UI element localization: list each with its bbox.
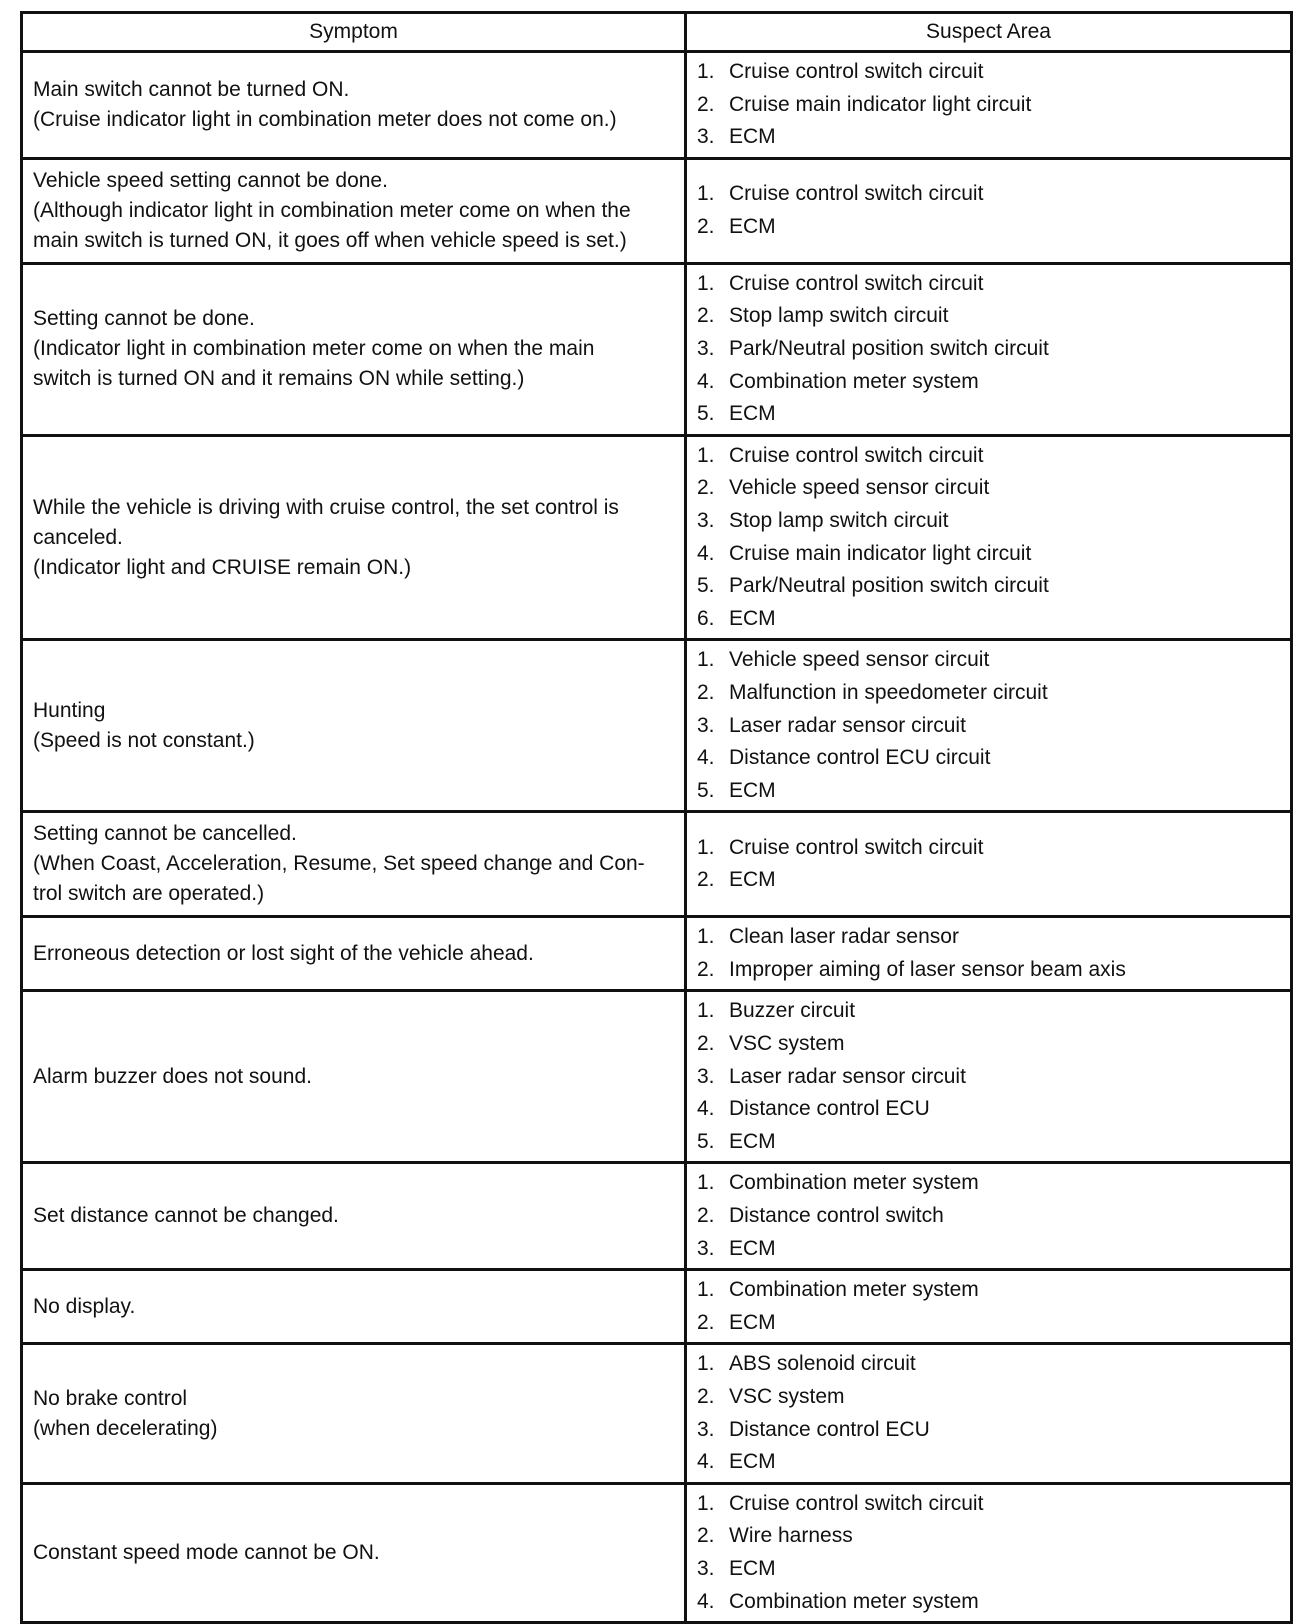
suspect-text: Laser radar sensor circuit: [729, 713, 966, 737]
list-item: [697, 832, 1280, 865]
list-number: 3.: [697, 1417, 715, 1441]
list-item: [697, 538, 1280, 571]
list-number: 4.: [697, 1450, 715, 1474]
list-number: 2.: [697, 92, 715, 116]
suspect-text: Vehicle speed sensor circuit: [729, 476, 990, 500]
list-item: [697, 268, 1280, 301]
list-item: [697, 603, 1280, 636]
symptom-cell: [22, 1483, 686, 1622]
symptom-text: Constant speed mode cannot be ON.: [33, 1540, 380, 1564]
suspect-text: Distance control ECU circuit: [729, 746, 991, 770]
suspect-area-cell: [686, 263, 1292, 435]
symptom-text: switch is turned ON and it remains ON while setting.): [33, 367, 525, 391]
list-item: [697, 1381, 1280, 1414]
suspect-text: Distance control ECU: [729, 1417, 930, 1441]
list-item: [697, 1167, 1280, 1200]
suspect-list: [697, 178, 1280, 243]
suspect-area-cell: [686, 640, 1292, 812]
list-number: 6.: [697, 606, 715, 630]
symptom-cell: [22, 917, 686, 991]
list-number: 3.: [697, 713, 715, 737]
list-number: 1.: [697, 1491, 715, 1515]
symptom-text: Hunting: [33, 698, 106, 722]
list-item: [697, 1553, 1280, 1586]
suspect-text: Park/Neutral position switch circuit: [729, 336, 1049, 360]
list-number: 2.: [697, 1310, 715, 1334]
list-item: [697, 1520, 1280, 1553]
suspect-text: Buzzer circuit: [729, 999, 856, 1023]
list-number: 2.: [697, 1385, 715, 1408]
suspect-area-cell: [686, 917, 1292, 991]
suspect-list: [697, 995, 1280, 1158]
symptom-cell: [22, 1344, 686, 1483]
symptom-text: (When Coast, Acceleration, Resume, Set speed change and Con-: [33, 852, 645, 876]
list-number: 1.: [697, 443, 715, 467]
symptom-text: Erroneous detection or lost sight of the vehicle ahead.: [33, 941, 534, 965]
list-number: 2.: [697, 868, 715, 892]
list-number: 2.: [697, 476, 715, 500]
suspect-text: Combination meter system: [729, 1171, 979, 1195]
list-number: 1.: [697, 60, 715, 83]
list-number: 1.: [697, 1171, 715, 1195]
suspect-area-header: Suspect Area: [686, 13, 1292, 52]
list-item: [697, 89, 1280, 122]
list-item: [697, 1488, 1280, 1521]
symptom-text: No display.: [33, 1294, 136, 1318]
list-number: 3.: [697, 336, 715, 360]
suspect-text: Improper aiming of laser sensor beam axis: [729, 957, 1126, 981]
list-number: 1.: [697, 271, 715, 295]
suspect-text: ABS solenoid circuit: [729, 1352, 916, 1376]
suspect-list: [697, 832, 1280, 897]
table-row: [22, 263, 1292, 435]
troubleshooting-table: [20, 11, 1293, 1624]
symptom-text: (Although indicator light in combination meter come on when the: [33, 198, 631, 222]
table-row: [22, 1344, 1292, 1483]
suspect-text: ECM: [729, 1450, 776, 1474]
suspect-text: VSC system: [729, 1385, 845, 1408]
list-item: [697, 366, 1280, 399]
list-number: 5.: [697, 778, 715, 802]
list-number: 2.: [697, 1524, 715, 1548]
symptom-cell: [22, 158, 686, 263]
list-item: [697, 995, 1280, 1028]
list-number: 5.: [697, 402, 715, 426]
suspect-text: Cruise control switch circuit: [729, 443, 984, 467]
list-number: 3.: [697, 125, 715, 149]
list-item: [697, 570, 1280, 603]
table-row: [22, 640, 1292, 812]
list-number: 1.: [697, 1278, 715, 1302]
list-number: 4.: [697, 541, 715, 565]
list-item: [697, 440, 1280, 473]
list-item: [697, 505, 1280, 538]
symptom-text: (when decelerating): [33, 1416, 218, 1440]
suspect-text: Cruise control switch circuit: [729, 835, 984, 859]
suspect-text: ECM: [729, 868, 776, 892]
suspect-area-cell: [686, 991, 1292, 1163]
suspect-text: Cruise control switch circuit: [729, 60, 984, 83]
list-number: 4.: [697, 1097, 715, 1121]
list-number: 1.: [697, 182, 715, 206]
suspect-text: Combination meter system: [729, 1278, 979, 1302]
symptom-cell: [22, 1163, 686, 1270]
suspect-list: [697, 56, 1280, 154]
suspect-list: [697, 1274, 1280, 1339]
suspect-text: ECM: [729, 1236, 776, 1260]
list-item: [697, 1446, 1280, 1479]
suspect-text: Combination meter system: [729, 1589, 979, 1613]
symptom-text: (Indicator light in combination meter come on when the main: [33, 337, 595, 361]
symptom-cell: [22, 435, 686, 640]
suspect-text: Laser radar sensor circuit: [729, 1064, 966, 1088]
list-item: [697, 1200, 1280, 1233]
list-number: 4.: [697, 369, 715, 393]
list-number: 2.: [697, 1204, 715, 1228]
list-item: [697, 333, 1280, 366]
list-number: 5.: [697, 574, 715, 598]
suspect-text: ECM: [729, 402, 776, 426]
suspect-text: Cruise main indicator light circuit: [729, 541, 1032, 565]
suspect-list: [697, 1488, 1280, 1618]
table-body: [22, 52, 1292, 1623]
suspect-area-cell: [686, 1163, 1292, 1270]
list-item: [697, 954, 1280, 987]
list-item: [697, 1028, 1280, 1061]
symptom-text: While the vehicle is driving with cruise control, the set control is: [33, 495, 619, 519]
suspect-text: Vehicle speed sensor circuit: [729, 648, 990, 672]
table-row: [22, 158, 1292, 263]
suspect-text: Stop lamp switch circuit: [729, 304, 949, 328]
list-item: [697, 921, 1280, 954]
suspect-text: Malfunction in speedometer circuit: [729, 680, 1048, 704]
list-item: [697, 1233, 1280, 1266]
symptom-text: canceled.: [33, 525, 123, 549]
symptom-text: main switch is turned ON, it goes off when vehicle speed is set.): [33, 228, 627, 252]
symptom-text: Vehicle speed setting cannot be done.: [33, 168, 388, 192]
suspect-list: [697, 268, 1280, 431]
list-number: 4.: [697, 746, 715, 770]
list-number: 5.: [697, 1129, 715, 1153]
symptom-text: trol switch are operated.): [33, 882, 265, 906]
symptom-cell: [22, 640, 686, 812]
suspect-text: ECM: [729, 1556, 776, 1580]
suspect-text: Stop lamp switch circuit: [729, 508, 949, 532]
suspect-text: ECM: [729, 214, 776, 238]
list-item: [697, 1126, 1280, 1159]
list-number: 3.: [697, 1236, 715, 1260]
list-item: [697, 1586, 1280, 1619]
symptom-text: (Speed is not constant.): [33, 728, 255, 752]
symptom-text: (Indicator light and CRUISE remain ON.): [33, 555, 412, 579]
list-item: [697, 121, 1280, 154]
list-item: [697, 775, 1280, 808]
list-number: 4.: [697, 1589, 715, 1613]
suspect-area-cell: [686, 812, 1292, 917]
list-item: [697, 644, 1280, 677]
list-item: [697, 1274, 1280, 1307]
symptom-cell: [22, 812, 686, 917]
list-number: 2.: [697, 214, 715, 238]
list-item: [697, 300, 1280, 333]
suspect-text: Cruise control switch circuit: [729, 271, 984, 295]
suspect-list: [697, 1348, 1280, 1478]
list-item: [697, 178, 1280, 211]
list-item: [697, 1348, 1280, 1381]
suspect-text: Wire harness: [729, 1524, 853, 1548]
suspect-area-cell: [686, 52, 1292, 159]
suspect-text: Combination meter system: [729, 369, 979, 393]
symptom-cell: [22, 263, 686, 435]
suspect-text: ECM: [729, 1129, 776, 1153]
list-item: [697, 1093, 1280, 1126]
table-row: [22, 1483, 1292, 1622]
suspect-text: ECM: [729, 1310, 776, 1334]
list-number: 1.: [697, 1352, 715, 1376]
symptom-header: Symptom: [22, 13, 686, 52]
suspect-text: ECM: [729, 125, 776, 149]
symptom-text: Alarm buzzer does not sound.: [33, 1064, 312, 1088]
list-item: [697, 472, 1280, 505]
symptom-text: Main switch cannot be turned ON.: [33, 77, 350, 101]
table-row: [22, 1163, 1292, 1270]
symptom-text: (Cruise indicator light in combination meter does not come on.): [33, 107, 617, 131]
list-number: 3.: [697, 508, 715, 532]
list-number: 1.: [697, 648, 715, 672]
suspect-area-cell: [686, 1344, 1292, 1483]
list-item: [697, 211, 1280, 244]
suspect-text: Cruise main indicator light circuit: [729, 92, 1032, 116]
list-item: [697, 1307, 1280, 1340]
list-number: 1.: [697, 925, 715, 949]
list-number: 2.: [697, 1032, 715, 1056]
list-number: 2.: [697, 957, 715, 981]
list-number: 1.: [697, 999, 715, 1023]
table-row: [22, 435, 1292, 640]
list-number: 2.: [697, 680, 715, 704]
suspect-text: Clean laser radar sensor: [729, 925, 959, 949]
symptom-text: Setting cannot be done.: [33, 307, 255, 331]
list-item: [697, 1061, 1280, 1094]
suspect-text: Cruise control switch circuit: [729, 1491, 984, 1515]
suspect-text: ECM: [729, 606, 776, 630]
symptom-text: No brake control: [33, 1386, 188, 1410]
symptom-cell: [22, 1270, 686, 1344]
list-number: 3.: [697, 1064, 715, 1088]
suspect-list: [697, 1167, 1280, 1265]
list-number: 1.: [697, 835, 715, 859]
table-row: [22, 52, 1292, 159]
suspect-text: ECM: [729, 778, 776, 802]
list-item: [697, 864, 1280, 897]
suspect-list: [697, 644, 1280, 807]
suspect-text: VSC system: [729, 1032, 845, 1056]
suspect-area-cell: [686, 1483, 1292, 1622]
list-number: 2.: [697, 304, 715, 328]
suspect-area-cell: [686, 158, 1292, 263]
symptom-cell: [22, 991, 686, 1163]
suspect-area-cell: [686, 1270, 1292, 1344]
suspect-text: Distance control switch: [729, 1204, 944, 1228]
symptom-text: Set distance cannot be changed.: [33, 1204, 339, 1228]
table-row: [22, 1270, 1292, 1344]
table-row: [22, 812, 1292, 917]
suspect-text: Cruise control switch circuit: [729, 182, 984, 206]
list-item: [697, 742, 1280, 775]
list-item: [697, 1414, 1280, 1447]
suspect-text: Distance control ECU: [729, 1097, 930, 1121]
suspect-text: Park/Neutral position switch circuit: [729, 574, 1049, 598]
table-row: [22, 991, 1292, 1163]
list-number: 3.: [697, 1556, 715, 1580]
list-item: [697, 677, 1280, 710]
list-item: [697, 710, 1280, 743]
suspect-list: [697, 921, 1280, 986]
header-row: [22, 13, 1292, 52]
symptom-cell: [22, 52, 686, 159]
symptom-text: Setting cannot be cancelled.: [33, 822, 297, 846]
table-row: [22, 917, 1292, 991]
suspect-list: [697, 440, 1280, 636]
list-item: [697, 398, 1280, 431]
list-item: [697, 56, 1280, 89]
suspect-area-cell: [686, 435, 1292, 640]
